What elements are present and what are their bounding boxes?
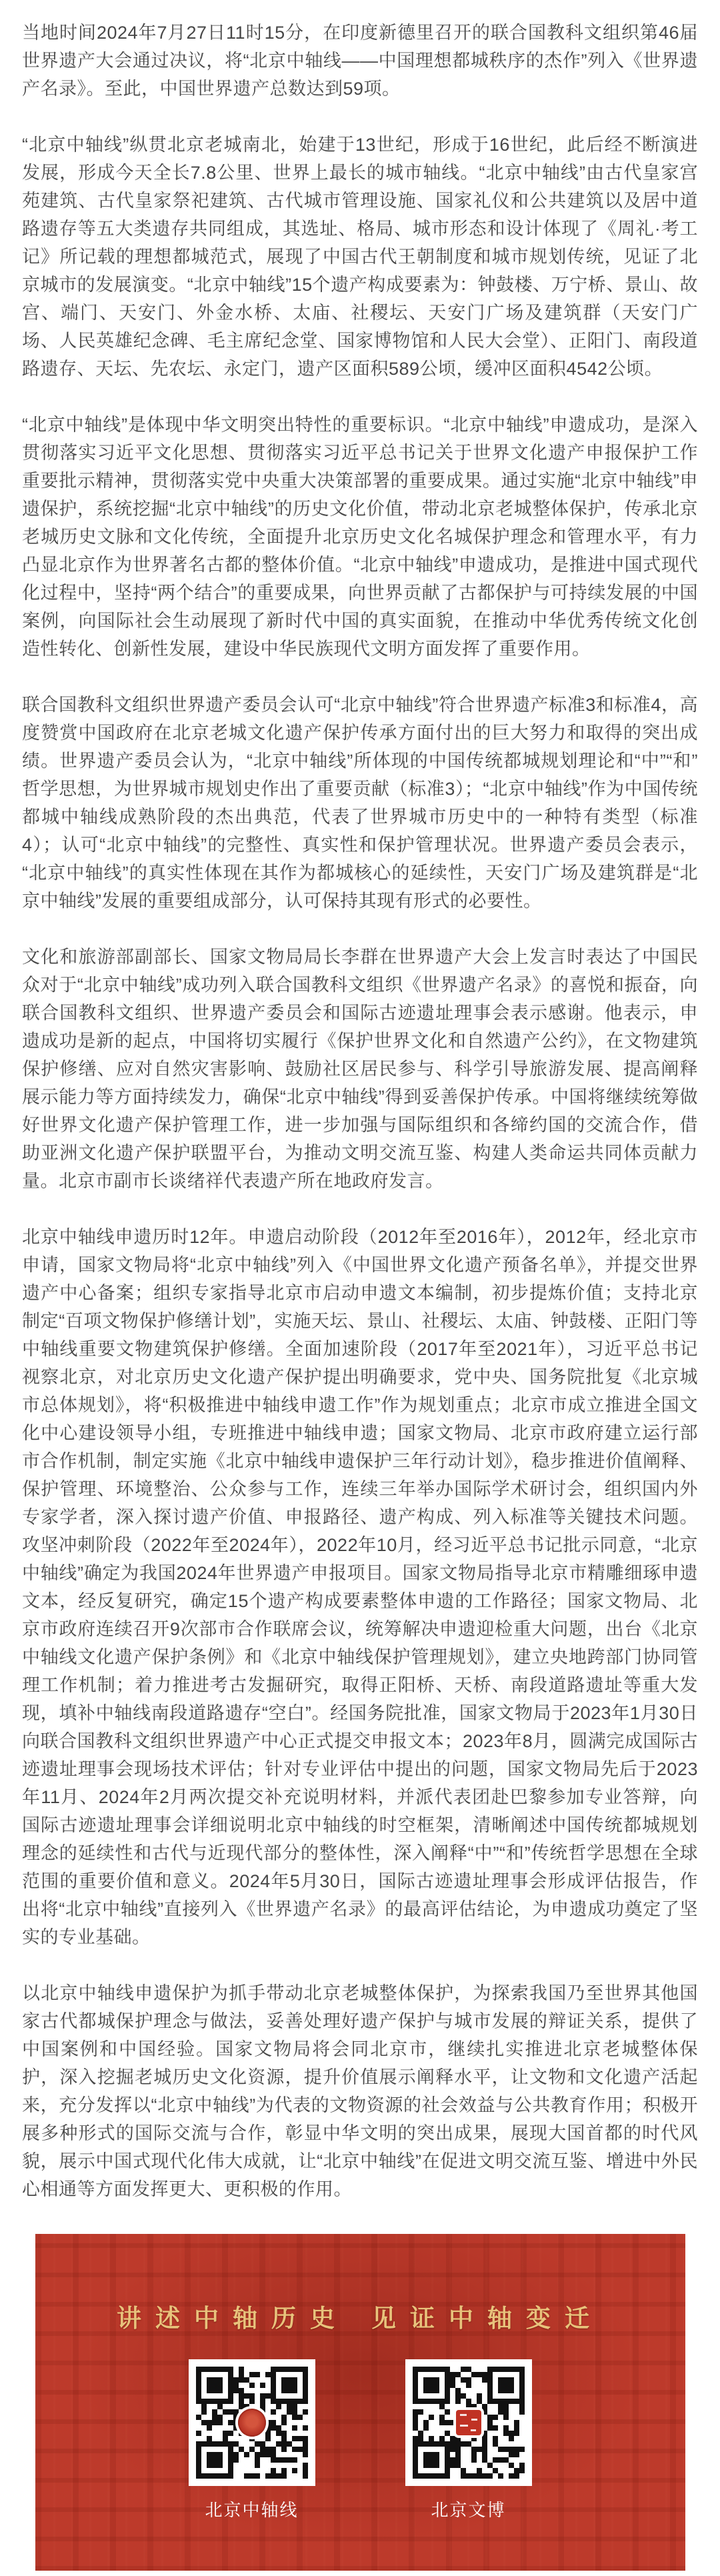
qr-label: 北京文博 bbox=[431, 2500, 506, 2520]
qr-card-beijing-central-axis[interactable] bbox=[189, 2359, 315, 2486]
article-paragraph: 以北京中轴线申遗保护为抓手带动北京老城整体保护，为探索我国乃至世界其他国家古代都城保护理念与做法，妥善处理好遗产保护与城市发展的辩证关系，提供了中国案例和中国经验。国家文物局将会同北京市，继续扎实推进北京老城整体保护，深入挖掘老城历史文化资源，提升价值展示阐释水平，让文物和文化遗产活起来，充分发挥以“北京中轴线”为代表的文物资源的社会效益与公共教育作用；积极开展多种形式的国际交流与合作，彰显中华文明的突出成果，展现大国首都的时代风貌，展示中国式现代化伟大成就，让“北京中轴线”在促进文明交流互鉴、增进中外民心相通等方面发挥更大、更积极的作用。 bbox=[22, 1983, 698, 2199]
article-paragraph: 文化和旅游部副部长、国家文物局局长李群在世界遗产大会上发言时表达了中国民众对于“北京中轴线”成功列入联合国教科文组织《世界遗产名录》的喜悦和振奋，向联合国教科文组织、世界遗产委员会和国际古迹遗址理事会表示感谢。他表示，申遗成功是新的起点，中国将切实履行《保护世界文化和自然遗产公约》，在文物建筑保护修缮、应对自然灾害影响、鼓励社区居民参与、科学引导旅游发展、提高阐释展示能力等方面持续发力，确保“北京中轴线”得到妥善保护传承。中国将继续统筹做好世界文化遗产保护管理工作，进一步加强与国际组织和各缔约国的交流合作，借助亚洲文化遗产保护联盟平台，为推动文明交流互鉴、构建人类命运共同体贡献力量。北京市副市长谈绪祥代表遗产所在地政府发言。 bbox=[22, 947, 698, 1191]
banner-heading bbox=[35, 2234, 685, 2334]
promo-banner bbox=[35, 2234, 685, 2571]
banner-heading-left: 讲述中轴历史 bbox=[117, 2305, 349, 2332]
article-paragraph: 联合国教科文组织世界遗产委员会认可“北京中轴线”符合世界遗产标准3和标准4，高度赞赏中国政府在北京老城文化遗产保护传承方面付出的巨大努力和取得的突出成绩。世界遗产委员会认为，“北京中轴线”所体现的中国传统都城规划理论和“中”“和”哲学思想，为世界城市规划史作出了重要贡献（标准3）；“北京中轴线”作为中国传统都城中轴线成熟阶段的杰出典范，代表了世界城市历史中的一种特有类型（标准4）；认可“北京中轴线”的完整性、真实性和保护管理状况。世界遗产委员会表示，“北京中轴线”的真实性体现在其作为都城核心的延续性，天安门广场及建筑群是“北京中轴线”发展的重要组成部分，认可保持其现有形式的必要性。 bbox=[22, 695, 698, 911]
article-paragraph: “北京中轴线”是体现中华文明突出特性的重要标识。“北京中轴线”申遗成功，是深入贯彻落实习近平文化思想、贯彻落实习近平总书记关于世界文化遗产申报保护工作重要批示精神，贯彻落实党中央重大决策部署的重要成果。通过实施“北京中轴线”申遗保护，系统挖掘“北京中轴线”的历史文化价值，带动北京老城整体保护，传承北京老城历史文脉和文化传统，全面提升北京历史文化名城保护理念和管理水平，有力凸显北京作为世界著名古都的整体价值。“北京中轴线”申遗成功，是推进中国式现代化过程中，坚持“两个结合”的重要成果，向世界贡献了古都保护与可持续发展的中国案例，向国际社会生动展现了新时代中国的真实面貌，在推动中华优秀传统文化创造性转化、创新性发展，建设中华民族现代文明方面发挥了重要作用。 bbox=[22, 415, 698, 659]
qr-label: 北京中轴线 bbox=[205, 2500, 299, 2520]
round-seal-icon bbox=[238, 2409, 266, 2437]
article-paragraph: 北京中轴线申遗历时12年。申遗启动阶段（2012年至2016年），2012年，经北京市申请，国家文物局将“北京中轴线”列入《中国世界文化遗产预备名单》，并提交世界遗产中心备案；组织专家指导北京市启动申遗文本编制，初步提炼价值；支持北京制定“百项文物保护修缮计划”，实施天坛、景山、社稷坛、太庙、钟鼓楼、正阳门等中轴线重要文物建筑保护修缮。全面加速阶段（2017年至2021年），习近平总书记视察北京，对北京历史文化遗产保护提出明确要求，党中央、国务院批复《北京城市总体规划》，将“积极推进中轴线申遗工作”作为规划重点；北京市成立推进全国文化中心建设领导小组，专班推进中轴线申遗；国家文物局、北京市政府建立运行部市合作机制，制定实施《北京中轴线申遗保护三年行动计划》，稳步推进价值阐释、保护管理、环境整治、公众参与工作，连续三年举办国际学术研讨会，组织国内外专家学者，深入探讨遗产价值、申报路径、遗产构成、列入标准等关键技术问题。攻坚冲刺阶段（2022年至2024年），2022年10月，经习近平总书记批示同意，“北京中轴线”确定为我国2024年世界遗产申报项目。国家文物局指导北京市精雕细琢申遗文本，经反复研究，确定15个遗产构成要素整体申遗的工作路径；国家文物局、北京市政府连续召开9次部市合作联席会议，统筹解决申遗迎检重大问题，出台《北京中轴线文化遗产保护条例》和《北京中轴线保护管理规划》，建立央地跨部门协同管理工作机制；着力推进考古发掘研究，取得正阳桥、天桥、南段道路遗址等重大发现，填补中轴线南段道路遗存“空白”。经国务院批准，国家文物局于2023年1月30日向联合国教科文组织世界遗产中心正式提交申报文本；2023年8月，圆满完成国际古迹遗址理事会现场技术评估；针对专业评估中提出的问题，国家文物局先后于2023年11月、2024年2月两次提交补充说明材料，并派代表团赴巴黎参加专业答辩，向国际古迹遗址理事会详细说明北京中轴线的时空框架，清晰阐述中国传统都城规划理念的延续性和古代与近现代部分的整体性，深入阐释“中”“和”传统哲学思想在全球范围的重要价值和意义。2024年5月30日，国际古迹遗址理事会形成评估报告，作出将“北京中轴线”直接列入《世界遗产名录》的最高评估结论，为申遗成功奠定了坚实的专业基础。 bbox=[22, 1227, 698, 1947]
article-paragraph: “北京中轴线”纵贯北京老城南北，始建于13世纪，形成于16世纪，此后经不断演进发展，形成今天全长7.8公里、世界上最长的城市轴线。“北京中轴线”由古代皇家宫苑建筑、古代皇家祭祀建筑、古代城市管理设施、国家礼仪和公共建筑以及居中道路遗存等五大类遗存共同组成，其选址、格局、城市形态和设计体现了《周礼·考工记》所记载的理想都城范式，展现了中国古代王朝制度和城市规划传统，见证了北京城市的发展演变。“北京中轴线”15个遗产构成要素为：钟鼓楼、万宁桥、景山、故宫、端门、天安门、外金水桥、太庙、社稷坛、天安门广场及建筑群（天安门广场、人民英雄纪念碑、毛主席纪念堂、国家博物馆和人民大会堂）、正阳门、南段道路遗存、天坛、先农坛、永定门，遗产区面积589公顷，缓冲区面积4542公顷。 bbox=[22, 135, 698, 379]
article-paragraph: 当地时间2024年7月27日11时15分，在印度新德里召开的联合国教科文组织第46届世界遗产大会通过决议，将“北京中轴线——中国理想都城秩序的杰作”列入《世界遗产名录》。至此，中国世界遗产总数达到59项。 bbox=[22, 23, 698, 99]
qr-row bbox=[35, 2359, 685, 2521]
qr-card-beijing-wenbo[interactable] bbox=[405, 2359, 532, 2486]
qr-column-beijing-wenbo bbox=[405, 2359, 532, 2521]
qr-column-central-axis bbox=[189, 2359, 315, 2521]
square-seal-icon bbox=[456, 2410, 481, 2435]
banner-heading-right: 见证中轴变迁 bbox=[371, 2305, 603, 2332]
